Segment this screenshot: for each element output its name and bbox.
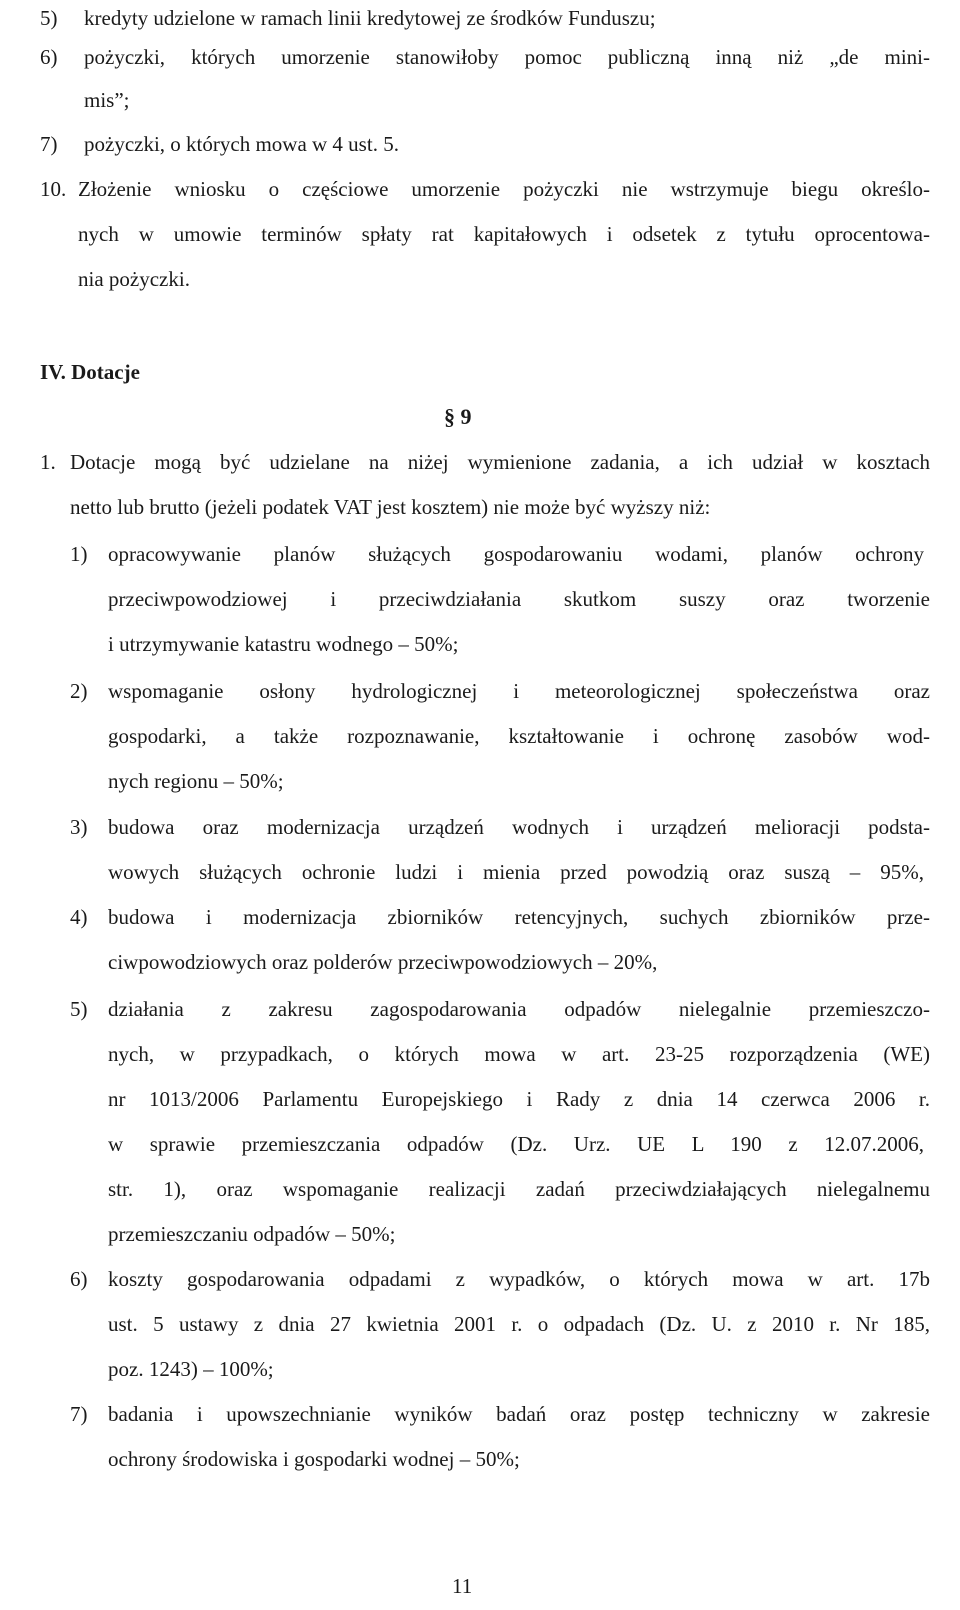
list-item-text: mis”; <box>84 88 130 112</box>
list-item-number: 6) <box>40 45 58 69</box>
point-text: Złożenie wniosku o częściowe umorzenie pożyczki nie wstrzymuje biegu określo- <box>78 177 930 201</box>
paragraph-sign: § 9 <box>444 404 472 429</box>
list-item-number: 6) <box>70 1267 88 1291</box>
list-item-number: 3) <box>70 815 88 839</box>
list-item-text: poz. 1243) – 100%; <box>108 1357 274 1381</box>
point-text: nia pożyczki. <box>78 267 190 291</box>
list-item-text: ciwpowodziowych oraz polderów przeciwpowodziowych – 20%, <box>108 950 658 974</box>
list-item-number: 4) <box>70 905 88 929</box>
list-item-number: 7) <box>40 132 58 156</box>
list-item-text: nych regionu – 50%; <box>108 769 284 793</box>
point-number: 1. <box>40 450 56 474</box>
list-item-text: budowa i modernizacja zbiorników retencyjnych, suchych zbiorników prze- <box>108 905 930 929</box>
section-title: IV. Dotacje <box>40 360 140 384</box>
list-item-number: 2) <box>70 679 88 703</box>
list-item-text: pożyczki, których umorzenie stanowiłoby pomoc publiczną inną niż „de mini- <box>84 45 930 69</box>
list-item-text: budowa oraz modernizacja urządzeń wodnych i urządzeń melioracji podsta- <box>108 815 930 839</box>
page-number: 11 <box>452 1574 473 1598</box>
list-item-text: ochrony środowiska i gospodarki wodnej – 50%; <box>108 1447 520 1471</box>
list-item-text: wspomaganie osłony hydrologicznej i meteorologicznej społeczeństwa oraz <box>108 679 930 703</box>
list-item-text: w sprawie przemieszczania odpadów (Dz. Urz. UE L 190 z 12.07.2006, <box>108 1132 924 1156</box>
point-number: 10. <box>40 177 67 201</box>
list-item-text: nr 1013/2006 Parlamentu Europejskiego i Rady z dnia 14 czerwca 2006 r. <box>108 1087 930 1111</box>
list-item-number: 5) <box>40 6 58 30</box>
list-item-text: str. 1), oraz wspomaganie realizacji zadań przeciwdziałających nielegalnemu <box>108 1177 930 1201</box>
list-item-number: 5) <box>70 997 88 1021</box>
list-item-text: wowych służących ochronie ludzi i mienia przed powodzią oraz suszą – 95%, <box>108 860 924 884</box>
list-item-text: badania i upowszechnianie wyników badań oraz postęp techniczny w zakresie <box>108 1402 930 1426</box>
list-item-number: 1) <box>70 542 88 566</box>
list-item-text: przemieszczaniu odpadów – 50%; <box>108 1222 396 1246</box>
list-item-text: koszty gospodarowania odpadami z wypadków, o których mowa w art. 17b <box>108 1267 930 1291</box>
list-item-text: gospodarki, a także rozpoznawanie, kształtowanie i ochronę zasobów wod- <box>108 724 930 748</box>
list-item-text: nych, w przypadkach, o których mowa w art. 23-25 rozporządzenia (WE) <box>108 1042 930 1066</box>
list-item-text: przeciwpowodziowej i przeciwdziałania skutkom suszy oraz tworzenie <box>108 587 930 611</box>
list-item-text: kredyty udzielone w ramach linii kredytowej ze środków Funduszu; <box>84 6 656 30</box>
point-text: Dotacje mogą być udzielane na niżej wymienione zadania, a ich udział w kosztach <box>70 450 930 474</box>
list-item-text: działania z zakresu zagospodarowania odpadów nielegalnie przemieszczo- <box>108 997 930 1021</box>
list-item-text: i utrzymywanie katastru wodnego – 50%; <box>108 632 459 656</box>
point-text: netto lub brutto (jeżeli podatek VAT jest kosztem) nie może być wyższy niż: <box>70 495 711 519</box>
list-item-text: ust. 5 ustawy z dnia 27 kwietnia 2001 r. o odpadach (Dz. U. z 2010 r. Nr 185, <box>108 1312 930 1336</box>
list-item-text: pożyczki, o których mowa w 4 ust. 5. <box>84 132 399 156</box>
point-text: nych w umowie terminów spłaty rat kapitałowych i odsetek z tytułu oprocentowa- <box>78 222 930 246</box>
list-item-number: 7) <box>70 1402 88 1426</box>
list-item-text: opracowywanie planów służących gospodarowaniu wodami, planów ochrony <box>108 542 924 566</box>
